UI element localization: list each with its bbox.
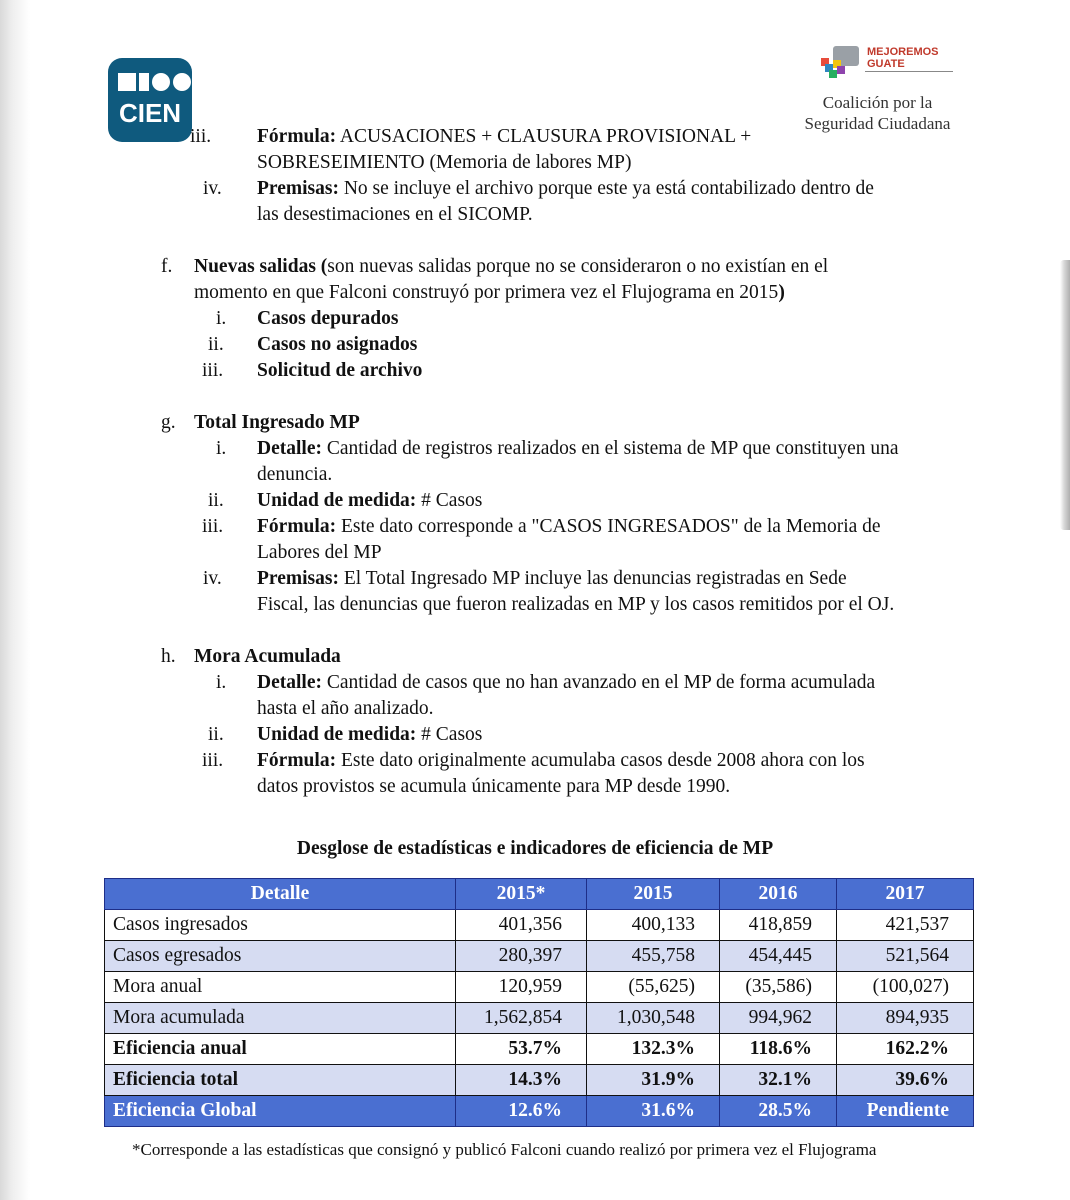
item-number: i. — [216, 438, 227, 459]
section-heading: Total Ingresado MP — [194, 412, 360, 433]
table-cell: 421,537 — [837, 910, 974, 941]
list-item: Premisas: No se incluye el archivo porque este ya está contabilizado dentro de — [257, 178, 874, 199]
item-number: iv. — [203, 178, 222, 199]
list-item-continuation: datos provistos se acumula únicamente para MP desde 1990. — [257, 776, 731, 797]
list-item: Fórmula: Este dato originalmente acumulaba casos desde 2008 ahora con los — [257, 750, 865, 771]
coalition-subtitle: Coalición por la Seguridad Ciudadana — [804, 93, 951, 133]
table-row — [105, 941, 974, 972]
table-cell: (35,586) — [720, 972, 837, 1003]
table-cell: 521,564 — [837, 941, 974, 972]
list-item: Fórmula: ACUSACIONES + CLAUSURA PROVISIONAL + — [257, 126, 752, 147]
list-item-continuation: hasta el año analizado. — [257, 698, 434, 719]
table-cell: Pendiente — [837, 1096, 974, 1127]
mejoremos-brand: MEJOREMOS GUATE — [867, 46, 939, 70]
table-cell: 400,133 — [587, 910, 720, 941]
table-cell: 401,356 — [456, 910, 587, 941]
item-number: iii. — [202, 360, 224, 381]
item-number: iii. — [202, 750, 224, 771]
item-number: iii. — [202, 516, 224, 537]
list-item: Premisas: El Total Ingresado MP incluye las denuncias registradas en Sede — [257, 568, 847, 589]
table-header-row — [105, 879, 974, 910]
list-item: Casos no asignados — [257, 334, 418, 355]
page-scroll-shadow — [1060, 260, 1070, 530]
list-item: Detalle: Cantidad de registros realizados en el sistema de MP que constituyen una — [257, 438, 899, 459]
section-heading: Mora Acumulada — [194, 646, 341, 667]
list-item-continuation: Labores del MP — [257, 542, 382, 563]
table-cell: (100,027) — [837, 972, 974, 1003]
table-cell: 31.6% — [587, 1096, 720, 1127]
table-cell: 454,445 — [720, 941, 837, 972]
section-heading-continuation: momento en que Falconi construyó por primera vez el Flujograma en 2015) — [194, 282, 785, 303]
list-item: Detalle: Cantidad de casos que no han avanzado en el MP de forma acumulada — [257, 672, 876, 693]
list-item: Solicitud de archivo — [257, 360, 423, 381]
row-label: Mora acumulada — [105, 1003, 456, 1034]
brand-divider — [865, 71, 953, 72]
section-letter: g. — [161, 412, 176, 433]
table-cell: 280,397 — [456, 941, 587, 972]
page-left-edge — [0, 0, 30, 1200]
list-item: Casos depurados — [257, 308, 399, 329]
row-label: Eficiencia total — [105, 1065, 456, 1096]
column-header: 2016 — [720, 879, 837, 910]
table-cell: 28.5% — [720, 1096, 837, 1127]
list-item-continuation: Fiscal, las denuncias que fueron realizadas en MP y los casos remitidos por el OJ. — [257, 594, 895, 615]
section-letter: h. — [161, 646, 176, 667]
table-row — [105, 972, 974, 1003]
table-row — [105, 910, 974, 941]
table-cell: 1,030,548 — [587, 1003, 720, 1034]
row-label: Eficiencia anual — [105, 1034, 456, 1065]
row-label: Eficiencia Global — [105, 1096, 456, 1127]
list-item-continuation: las desestimaciones en el SICOMP. — [257, 204, 533, 225]
list-item-continuation: denuncia. — [257, 464, 333, 485]
cien-logo-mark — [118, 73, 191, 91]
column-header: 2015 — [587, 879, 720, 910]
table-footnote: *Corresponde a las estadísticas que consignó y publicó Falconi cuando realizó por primera vez el Flujograma — [132, 1140, 877, 1159]
table-caption: Desglose de estadísticas e indicadores de eficiencia de MP — [296, 838, 774, 859]
table-row — [105, 1065, 974, 1096]
list-item: Unidad de medida: # Casos — [257, 490, 483, 511]
row-label: Mora anual — [105, 972, 456, 1003]
table-cell: 53.7% — [456, 1034, 587, 1065]
table-cell: 994,962 — [720, 1003, 837, 1034]
statistics-table — [104, 878, 974, 1127]
table-row-global — [105, 1096, 974, 1127]
hands-icon — [819, 44, 863, 80]
table-cell: 162.2% — [837, 1034, 974, 1065]
item-number: ii. — [208, 724, 224, 745]
row-label: Casos egresados — [105, 941, 456, 972]
table-cell: 31.9% — [587, 1065, 720, 1096]
item-number: ii. — [208, 334, 224, 355]
table-cell: 455,758 — [587, 941, 720, 972]
item-number: ii. — [208, 490, 224, 511]
table-cell: 1,562,854 — [456, 1003, 587, 1034]
column-header: 2015* — [456, 879, 587, 910]
list-item-continuation: SOBRESEIMIENTO (Memoria de labores MP) — [257, 152, 632, 173]
table-cell: 418,859 — [720, 910, 837, 941]
item-number: iv. — [203, 568, 222, 589]
item-number: i. — [216, 308, 227, 329]
cien-logo-text: CIEN — [118, 98, 182, 128]
table-cell: 32.1% — [720, 1065, 837, 1096]
table-cell: (55,625) — [587, 972, 720, 1003]
table-cell: 118.6% — [720, 1034, 837, 1065]
list-item: Unidad de medida: # Casos — [257, 724, 483, 745]
item-number: i. — [216, 672, 227, 693]
column-header: 2017 — [837, 879, 974, 910]
table-row — [105, 1003, 974, 1034]
column-header: Detalle — [105, 879, 456, 910]
item-number: iii. — [190, 126, 212, 147]
table-cell: 14.3% — [456, 1065, 587, 1096]
mejoremos-guate-logo — [795, 44, 960, 134]
table-row — [105, 1034, 974, 1065]
row-label: Casos ingresados — [105, 910, 456, 941]
table-cell: 120,959 — [456, 972, 587, 1003]
table-cell: 39.6% — [837, 1065, 974, 1096]
section-letter: f. — [161, 256, 173, 277]
table-cell: 12.6% — [456, 1096, 587, 1127]
section-heading: Nuevas salidas (son nuevas salidas porque no se consideraron o no existían en el — [194, 256, 829, 277]
cien-logo — [108, 58, 192, 142]
table-cell: 132.3% — [587, 1034, 720, 1065]
list-item: Fórmula: Este dato corresponde a "CASOS INGRESADOS" de la Memoria de — [257, 516, 881, 537]
table-cell: 894,935 — [837, 1003, 974, 1034]
